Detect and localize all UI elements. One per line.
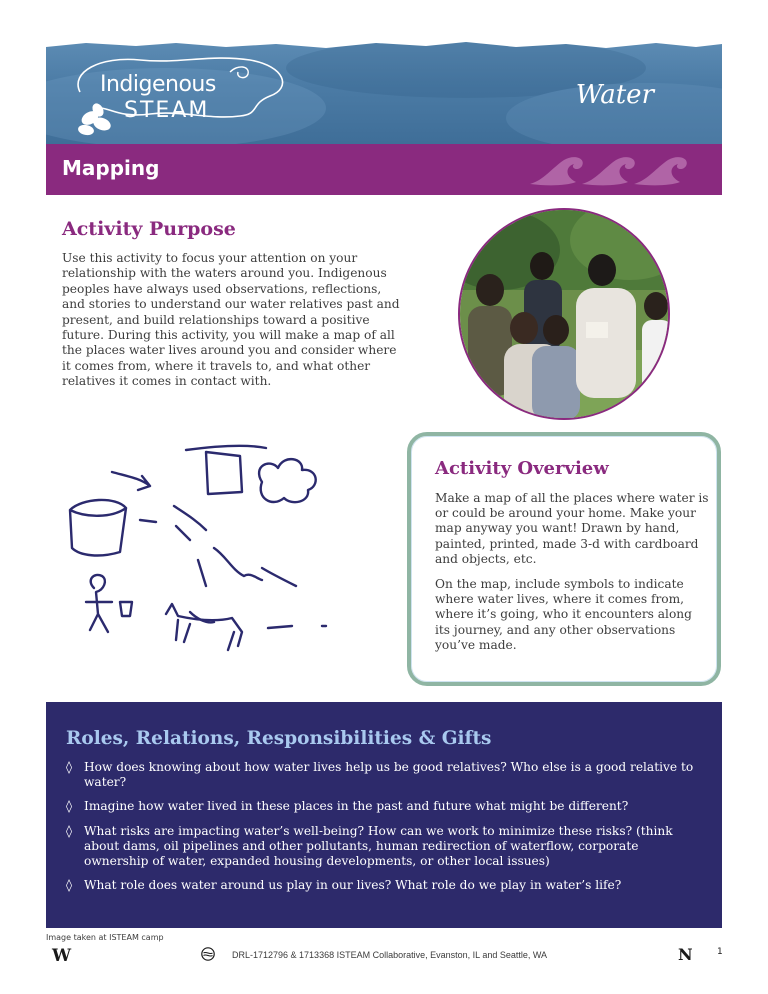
indigenous-steam-logo xyxy=(60,52,300,136)
roles-question-item: ◊ What risks are impacting water’s well-being? How can we work to minimize these risks? (think about dams, oil pipelines and other pollutants, human redirection of waterflow, corporate ownership of water, expanded housing developments, or other local issues) xyxy=(66,823,673,869)
roles-question-item: ◊ How does knowing about how water lives help us be good relatives? Who else is a good relative to water? xyxy=(66,760,694,790)
activity-overview-box xyxy=(407,432,721,686)
diamond-bullet-icon: ◊ xyxy=(66,799,73,814)
stick-figure-sketch xyxy=(86,575,112,632)
photo-caption: Image taken at ISTEAM camp xyxy=(46,933,164,942)
diamond-bullet-icon: ◊ xyxy=(66,760,73,774)
logo-text-steam: STEAM xyxy=(124,98,210,123)
house-sketch xyxy=(186,446,266,494)
roles-section xyxy=(46,702,722,928)
section-bar xyxy=(46,144,722,195)
activity-overview-text-2: On the map, include symbols to indicate where water lives, where it comes from, where it’s going, who it encounters along its journey, and any other observations you’ve made. xyxy=(435,577,692,652)
hand-drawn-map-sketch xyxy=(56,436,356,672)
roles-question-list xyxy=(66,760,706,902)
logo-text-indigenous: Indigenous xyxy=(100,72,216,97)
grant-text: DRL-1712796 & 1713368 ISTEAM Collaborative, Evanston, IL and Seattle, WA xyxy=(232,950,548,960)
roles-heading: Roles, Relations, Responsibilities & Gifts xyxy=(66,728,492,749)
camp-photo xyxy=(458,208,670,420)
activity-overview-heading: Activity Overview xyxy=(435,458,609,479)
uw-logo: W xyxy=(52,946,72,966)
bucket-sketch xyxy=(70,500,126,556)
activity-purpose-text: Use this activity to focus your attention on your relationship with the waters around you. Indigenous peoples have always used observations, reflections, and stories to understand our water relatives past and present, and build relationships toward a positive future. During this activity, you will make a map of all the places water lives around you and consider where it comes from, where it travels to, and what other relatives it comes in contact with. xyxy=(62,251,400,389)
dog-sketch xyxy=(166,604,242,650)
diamond-bullet-icon: ◊ xyxy=(66,823,73,838)
section-title: Mapping xyxy=(62,156,160,180)
topic-title: Water xyxy=(575,80,654,110)
leaf-icon xyxy=(77,101,112,136)
header-banner xyxy=(46,38,722,144)
roles-question-item: ◊ Imagine how water lived in these places in the past and future what might be different? xyxy=(66,799,629,814)
activity-overview-text-1: Make a map of all the places where water is or could be around your home. Make your map anyway you want! Drawn by hand, painted, printed, made 3-d with cardboard and objects, etc. xyxy=(435,491,709,566)
cloud-sketch xyxy=(259,459,316,502)
diamond-bullet-icon: ◊ xyxy=(66,878,73,893)
torn-edge xyxy=(46,38,722,52)
page-number: 1 xyxy=(717,947,723,957)
arrow-sketch xyxy=(112,472,150,490)
waves-icon xyxy=(530,150,690,190)
cup-sketch xyxy=(120,602,132,616)
nsf-seal-icon xyxy=(201,947,215,961)
northwestern-logo: N xyxy=(678,945,693,964)
roles-question-item: ◊ What role does water around us play in our lives? What role do we play in water’s life? xyxy=(66,878,622,893)
activity-purpose-heading: Activity Purpose xyxy=(62,218,236,240)
